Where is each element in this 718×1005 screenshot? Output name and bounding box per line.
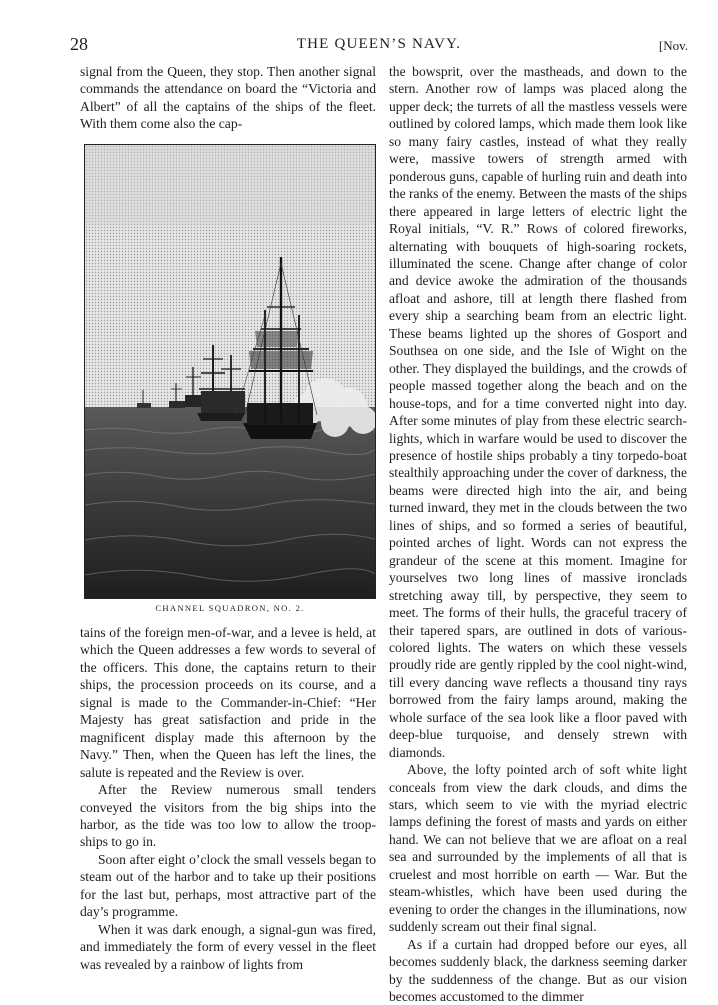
paragraph: When it was dark enough, a signal-gun was fired, and immediately the form of every vessel in the fleet was revealed by a rainbow of lights from [80, 921, 376, 972]
left-column-bottom [80, 624, 376, 973]
left-column-top [80, 63, 376, 133]
paragraph: the bowsprit, over the mastheads, and down to the stern. Another row of lamps was placed along the upper deck; the turrets of all the mastless vessels were outlined by colored lamps, which made them look like so many fairy castles, instead of what they really were, massive towers of strength armed with ponderous guns, capable of hurling ruin and death into the ranks of the enemy. Between the masts of the ships there appeared in large letters of electric light the Royal initials, “V. R.” Rows of colored fireworks, alternating with bouquets of high-soaring rockets, illuminated the scene. Change after change of color and device awoke the admiration of the thousands afloat and ashore, till at length there flashed from every ship a searching beam from an electric light. These beams lighted up the shores of Gosport and Southsea on one side, and the Isle of Wight on the other. They displayed the buildings, and the crowds of people massed together along the beach and on the house-tops, and for a time converted night into day. After some minutes of play from these electric search-lights, which in warfare would be used to discover the presence of hostile ships probably a tiny torpedo-boat stealthily approaching under the cover of darkness, the beams were directed high into the air, and being turned inward, they met in the clouds between the two lines of ships, and so formed a series of beautiful, pointed arches of light. Words can not express the grandeur of the scene at this moment. Imagine for yourselves two long lines of massive ironclads stretching away till, by perspective, they seem to meet. The forms of their hulls, the graceful tracery of their tapered spars, are outlined in dots of various-colored lights. The waters on which these vessels proudly ride are gently rippled by the cool night-wind, till every dancing wave reflects a thousand tiny rays borrowed from the fairy lamps around, making the whole surface of the sea look like a floor paved with deep-blue turquoise, and densely strewn with diamonds. [389, 64, 687, 760]
page-header [70, 34, 688, 56]
running-title: THE QUEEN’S NAVY. [296, 36, 462, 52]
issue-month: [Nov. [658, 38, 688, 53]
ships-illustration [85, 145, 375, 598]
paragraph: Above, the lofty pointed arch of soft white light conceals from view the dark clouds, and dims the stars, which seem to vie with the myriad electric lamps defining the forest of masts and yards on either hand. We can not believe that we are afloat on a real sea and surrounded by the implements of all that is cruelest and most horrible on earth — War. But the steam-whistles, which have been used during the evening to order the changes in the illuminations, now suddenly scream out their final signal. [389, 762, 687, 935]
paragraph: tains of the foreign men-of-war, and a levee is held, at which the Queen addresses a few words to several of the officers. This done, the captains return to their ships, the procession proceeds on its course, and a signal is made to the Commander-in-Chief: “Her Majesty has great satisfaction and pride in the magnificent display made this afternoon by the Navy.” Then, when the Queen has left the lines, the salute is repeated and the Review is over. [80, 625, 376, 780]
channel-squadron-engraving [84, 144, 376, 599]
figure-caption: CHANNEL SQUADRON, NO. 2. [155, 603, 305, 613]
page-number: 28 [70, 34, 88, 54]
right-column [389, 63, 687, 1005]
paragraph: After the Review numerous small tenders conveyed the visitors from the big ships into the harbor, as the tide was too low to allow the troop-ships to go in. [80, 782, 376, 850]
paragraph: As if a curtain had dropped before our eyes, all becomes suddenly black, the darkness seeming darker by the suddenness of the change. But as our vision becomes accustomed to the dimmer [389, 936, 687, 1005]
paragraph: signal from the Queen, they stop. Then another signal commands the attendance on board the “Victoria and Albert” of all the captains of the ships of the fleet. With them come also the cap- [80, 64, 376, 132]
paragraph: Soon after eight o’clock the small vessels began to steam out of the harbor and to take up their positions for the last but, perhaps, most attractive part of the day’s programme. [80, 851, 376, 920]
